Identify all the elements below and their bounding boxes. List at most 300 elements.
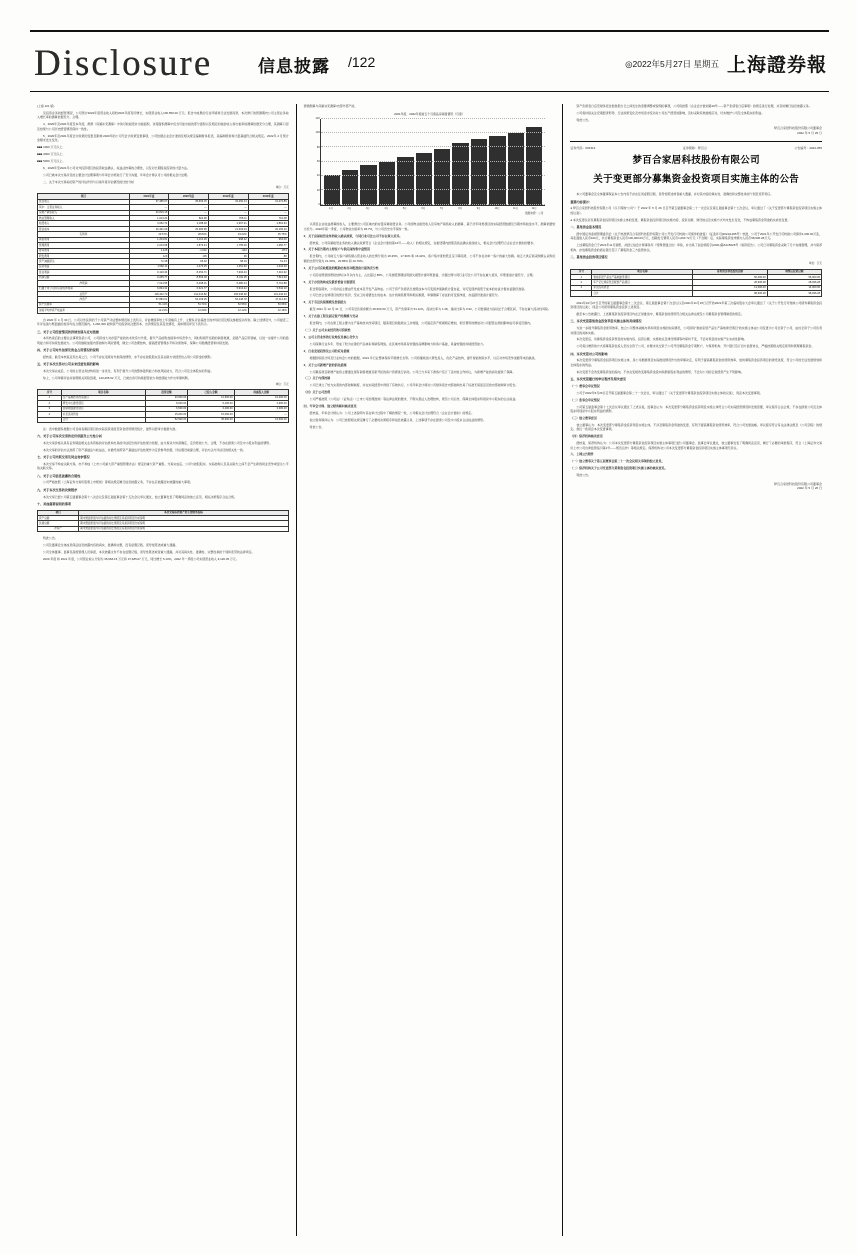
table-cell: 710.08 <box>248 216 288 221</box>
paragraph: 经核查，年审会计师认为：公司上述说明与其在审计过程中了解的情况一致，公司相关会计处理符合《企业会计准则》的规定。 <box>309 411 475 416</box>
financial-summary-table <box>37 193 289 313</box>
paragraph: 本次交易的评估方法选用了资产基础法与收益法，并最终选用资产基础法评估结果作为定价参考依据，评估假设前提合理，评估方法与评估目的相关性一致。 <box>43 447 246 452</box>
table-cell: — <box>169 210 208 215</box>
table-cell: 1,755.09 <box>208 243 248 248</box>
subsection-heading: （二）保荐机构关于公司变更部分募集资金投资项目实施主体的核查意见。 <box>570 466 668 471</box>
table-cell: 56,000.00 <box>693 275 767 280</box>
section-heading: 三、本次变更募集资金投资项目实施主体的具体情况 <box>570 319 642 324</box>
table-cell: 9,120.33 <box>129 270 168 275</box>
paragraph: 特此公告。 <box>576 117 592 122</box>
table-cell: 7,902.44 <box>208 270 248 275</box>
table-cell: 营业成本 <box>38 226 130 231</box>
continuation-marker: (上接 121 版) <box>37 104 55 108</box>
subsection-heading: 十、其他需要说明的事项 <box>37 501 72 506</box>
paragraph: 上述募集资金已于2021年11月到账，并经立信会计师事务所（特殊普通合伙）审验，并出具了信会师报字[2021]第ZA15628号《验资报告》。公司已对募集资金采取了专户存储管理，并与保荐机构、存放募集资金的商业银行签订了募集资金三方监管协议。 <box>570 243 823 252</box>
table-cell: -874 <box>248 248 288 253</box>
table-cell: 101,446.33 <box>248 291 288 296</box>
table-cell: 12.09% <box>169 308 208 313</box>
table-cell: 1,125 <box>129 248 168 253</box>
subsection-heading: 1、公司主营业务的行业地位及核心竞争力 <box>303 334 359 339</box>
table-cell: 16,600.00 <box>234 417 288 422</box>
table-cell: 954.06 <box>248 237 288 242</box>
table-cell: 7,410.32 <box>248 270 288 275</box>
table-cell: 8,000.00 <box>145 401 187 406</box>
chart-x-tick-label: 11月 <box>513 206 519 210</box>
table-cell: 28,936.28 <box>767 280 821 285</box>
subsection-heading: 7、关于在建工程及固定资产的规模与变动 <box>303 314 359 319</box>
column-2 <box>296 104 563 1236</box>
paragraph: 独立董事认为：本次变更部分募集资金投资项目实施主体，不涉及募集资金用途的变更，有利于提高募集资金使用效率，符合公司发展战略，审议程序符合有关法律法规及《公司章程》的规定。我们一致同意本次变更事项。 <box>570 422 823 432</box>
table-cell: 72.48 <box>129 259 168 264</box>
paragraph: 报告期内，公司在建工程主要为生产基地技术改造项目，随着项目的陆续完工并转固，公司固定资产规模相应增加，折旧费用的增加对公司经营业绩的影响在可承受范围内。 <box>309 321 533 326</box>
table-cell: 12.18% <box>248 308 288 313</box>
chart-x-tick-label: 2月 <box>347 206 352 210</box>
table-cell: 生产基地技术改造项目 <box>61 395 145 400</box>
paragraph: 以项目企业收益测算的收入，主要源自公司区域内的存量房屋租赁业务。公司的物业租赁收入及房地产销售收入的测算，基于历年同类项目的实际经营数据及当期市场租金水平，测算依据较为充分。2022年第一季度，公司物业出租率为 93.7%，与公司历史水平保持一致。 <box>303 222 556 231</box>
masthead-top-rule <box>30 30 829 32</box>
paragraph: 公司应收账款的账龄结构以1年以内为主，占比超过 85%，公司按照预期信用损失模型计提坏账准备，计提比例与同行业可比公司不存在重大差异，坏账准备计提充分、合理。 <box>309 272 536 277</box>
table-cell: 合计 <box>592 291 693 296</box>
table-cell: 3 <box>571 285 592 290</box>
signature-date: 2022 年 5 月 26 日 <box>797 486 823 491</box>
table-cell: 35.75% <box>248 232 288 237</box>
table-cell: 毛利率 <box>38 232 130 237</box>
paragraph: 公司第五届监事会第十七次会议审议通过了上述议案，监事会认为：本次变更部分募集资金投资项目实施主体符合公司实际经营情况和发展需要，审议程序合法合规，不存在损害公司及全体股东特别是中小股东利益的情形。 <box>570 404 823 414</box>
table-cell: — <box>208 210 248 215</box>
table-cell: 6,824.31 <box>129 286 168 291</box>
signature-date: 2022 年 5 月 26 日 <box>797 130 823 135</box>
chart-gridline <box>321 189 546 190</box>
subsection-heading: （二）关于公司未来经营的可持续性 <box>303 328 351 333</box>
paragraph: 公司严格按照《公司法》《证券法》《上市公司治理准则》等法律法规的要求，不断完善法人治理结构，规范公司运作，保障全体股东特别是中小股东的合法权益。 <box>309 397 519 402</box>
table-header-cell: 2018年度 <box>248 194 288 199</box>
paragraph: 综上，公司审慎评估并说明相关风险因素，120,405.62 万元，已就自身可持续经营能力和偿债能力作出审慎判断。 <box>43 375 191 380</box>
table-cell: 归属于母公司所有者的净利润 <box>38 286 130 291</box>
table-cell: 资产减值损失 <box>38 259 130 264</box>
paragraph: 公司将以增资的方式将募集资金投入至该全资子公司，并要求该全资子公司开设募集资金专项账户，与保荐机构、开户银行签订四方监管协议，严格按照相关规定使用和管理募集资金。 <box>576 344 815 349</box>
table-cell: 租赁收入 <box>38 221 130 226</box>
section-heading: 五、本次变更履行的审议程序及相关意见 <box>570 377 627 382</box>
table-cell: 1 <box>38 395 62 400</box>
paragraph: 2021年10月27日召开的第五届董事会第十二次会议、第五届监事会第十次会议以及2021年11月15日召开的2021年第三次临时股东大会审议通过了《关于公开发行可转换公司债券募集资金投资项目的议案》，同意公司使用募集资金投资上述项目。 <box>570 300 823 310</box>
table-header-cell: 项目 <box>38 510 79 515</box>
paragraph: 公司已结合在建项目的预计售价、至完工时将要发生的成本、估计的销售费用和相关税费，审慎测算了存货的可变现净值，存货跌价准备计提充分。 <box>309 293 501 298</box>
chart-x-tick-label: 7月 <box>439 206 444 210</box>
table-cell: 7,014.55 <box>129 281 168 286</box>
paragraph: 经中国证券监督管理委员会《关于核准梦百合家居科技股份有限公司公开发行可转换公司债券的批复》（证监许可[2021]1265号）核准，公司于2021年公开发行可转换公司债券1,000.00万张，每张面值人民币100元，共计募集资金人民币100,000.00万元，扣除发行费用人民币1,063.72万元（不含税）后，实际募集资金净额为人民币98,936.28万元。 <box>570 231 823 241</box>
paragraph: 注：表中数据系根据公司目前各募投项目的实际投资进度及资金使用情况统计，最终以经审计数据为准。 <box>43 426 179 431</box>
table-cell: 96 <box>208 254 248 259</box>
table-cell: 3,188.00 <box>169 221 208 226</box>
paragraph: 特此公告。 <box>309 424 325 429</box>
table-cell: 105 <box>169 254 208 259</box>
table-cell: 1,101.26 <box>169 237 208 242</box>
table-cell: 15,000.00 <box>188 412 234 417</box>
chart-bar <box>434 149 450 205</box>
chart-y-tick-label: 40 <box>316 174 320 178</box>
table-cell: 2 <box>571 280 592 285</box>
chart-gridline <box>321 175 546 176</box>
subsection-heading: 2、关于房屋租赁业务的收入确认政策，与同行业可比公司不存在重大差异。 <box>303 233 403 238</box>
subsection-heading: （三）关于内部控制 <box>303 376 331 381</box>
paragraph: 本次交易不构成关联交易，亦不构成《上市公司重大资产重组管理办法》规定的重大资产重组。交易完成后，公司与控股股东、实际控制人及其关联方之间不会产生新的同业竞争或显失公平的关联交易。 <box>37 462 289 471</box>
table-cell: 4 <box>38 412 62 417</box>
chart-bar <box>526 127 542 204</box>
table-cell: 88 <box>248 254 288 259</box>
table-cell: 12.21% <box>129 308 168 313</box>
column-3 <box>562 104 829 1236</box>
table-cell: 2,013.08 <box>129 243 168 248</box>
table-header-cell: 募集资金承诺投资总额 <box>693 269 767 274</box>
chart-gridline <box>321 118 546 119</box>
table-cell: 28.84% <box>169 232 208 237</box>
chart-y-tick-label: 20 <box>316 188 320 192</box>
bullet-item: ■■■ 1000 万元以上； <box>37 144 66 149</box>
subsection-heading: 七、关于公司关联交易及同业竞争情况 <box>37 455 90 460</box>
paragraph: 4、2020年及2021年度及本年度，源源《房屋补充测算》中的可收租赁并出租面积、该等面积测算中包含可能出租的部分面积以及相应的租金收入和出租率的测算依据充分合理，其测算口径及结果与公司历史经营情况保持一致性。 <box>37 122 289 131</box>
table-cell: 利润总额 <box>38 275 130 280</box>
table-cell: 98,936.28 <box>693 291 767 296</box>
table-cell: 1,650.77 <box>248 243 288 248</box>
table-cell: 5,701.88 <box>248 281 288 286</box>
table-cell: 营业利润 <box>38 270 130 275</box>
table-cell: 负债总额 <box>38 521 79 526</box>
signature-board: 梦百合家居科技股份有限公司董事会 <box>774 126 823 131</box>
section-page-number: /122 <box>348 54 376 70</box>
table-header-cell: 尚需投入金额 <box>234 390 288 395</box>
chart-y-tick-label: 100 <box>315 131 320 135</box>
table-cell: 6,500.00 <box>145 406 187 411</box>
subsection-heading: 三、关于公司经营情况的持续发展与应对措施 <box>37 329 99 334</box>
subsection-heading: 五、关于本次交易对公司未来经营发展的影响 <box>37 362 99 367</box>
paragraph: 6、2020年至2021年公司对外投资项目的投资收益确认、权益法核算的合理性，以及对长期股权投资的计量方法。 <box>43 165 190 170</box>
paragraph: 根据国家统计局及行业协会公布的数据，2021 年行业整体保持平稳增长态势。公司将继续加大研发投入，优化产品结构，提升智能制造水平，以应对市场竞争加剧带来的挑战。 <box>309 355 538 360</box>
paragraph: 报告期各期末，公司存货主要由开发成本及开发产品构成。公司于资产负债表日按照成本与可变现净值孰低计量存货，对可变现净值低于成本的存货计提存货跌价准备。 <box>309 286 528 291</box>
table-header-cell: 调整后投资总额 <box>767 269 821 274</box>
chart-x-tick-label: 4月 <box>384 206 389 210</box>
column-1 <box>30 104 296 1236</box>
subsection-heading: （四）保荐机构核查意见 <box>570 434 603 439</box>
table-unit-label: 单位：万元 <box>809 261 823 265</box>
table-cell: 营销网络建设项目 <box>61 406 145 411</box>
table-cell: 1,876.44 <box>169 243 208 248</box>
table-cell: 销售费用 <box>38 237 130 242</box>
announcement-company-name: 梦百合家居科技股份有限公司 <box>632 154 760 166</box>
paragraph: 截至 2021 年 12 月 31 日，公司有息负债余额为 48,500.00 万元，资产负债率为 51.11%，流动比率为 1.38，速动比率为 0.92，公司偿债能力指标处于合理区间，不存在重大流动性风险。 <box>309 307 552 312</box>
table-cell: 3 <box>38 406 62 411</box>
table-cell <box>38 417 62 422</box>
table-header-cell: 项目 <box>38 194 130 199</box>
subsection-heading: 3、关于公司新增产能的消化措施 <box>303 362 347 367</box>
chart-plot-area <box>315 116 546 206</box>
section-heading: 四、本次变更对公司的影响 <box>570 351 608 356</box>
table-cell: 106,338.90 <box>208 291 248 296</box>
paragraph: 本次交易已经公司第五届董事会第十八次会议及第五届监事会第十五次会议审议通过，独立董事发表了明确同意的独立意见，相关决策程序合法合规。 <box>43 494 237 499</box>
table-cell: 1,244.39 <box>248 264 288 269</box>
table-cell: 净资产 <box>38 297 130 302</box>
table-cell: 3,200.00 <box>188 406 234 411</box>
table-cell: 1 <box>571 275 592 280</box>
investment-project-table <box>37 389 289 423</box>
table-cell: 1,582.11 <box>129 264 168 269</box>
section-heading: 二、募集资金投资项目情况 <box>570 255 608 260</box>
table-cell: 35,666.15 <box>169 199 208 204</box>
table-cell: 1,351.60 <box>208 264 248 269</box>
table-cell: 66.32 <box>169 259 208 264</box>
table-cell: 6,080.44 <box>208 281 248 286</box>
section-heading: 一、募集资金基本情况 <box>570 225 602 230</box>
table-cell: 3,300.00 <box>234 406 288 411</box>
table-cell: 5,100.00 <box>188 401 234 406</box>
paragraph: 本所核查后的主要关注事项包括公司，公司拟加大对存量产能的技术改造与升级，提升产品的附加值和市场竞争力，同时积极开拓新的销售渠道，拓展产品应用领域，以进一步提升公司的盈利能力和可持续发展能力。公司将继续加强内部控制与风险管理，健全公司治理结构，提高经营管理水平和决策效率，保障公司稳健经营和持续发展。 <box>37 336 289 345</box>
table-cell: 51.71% <box>169 302 208 307</box>
table-cell: 7,512.09 <box>248 275 288 280</box>
bullet-item: ■■■ 3000 万元以上； <box>37 151 66 156</box>
security-name: 证券简称：梦百合 <box>682 146 707 151</box>
table-cell: 57,883.61 <box>129 297 168 302</box>
chart-y-tick-label: 0 <box>318 202 320 206</box>
table-cell: 31,272.86 <box>248 199 288 204</box>
table-header-cell: 序号 <box>571 269 592 274</box>
table-cell: — <box>129 205 168 210</box>
table-cell: 23,000.00 <box>145 395 187 400</box>
table-cell: 47,112.60 <box>248 297 288 302</box>
table-cell: 765.11 <box>208 216 248 221</box>
paragraph: 二、关于本次交易标的资产的评估作价与以前年度评估情况的比较分析 <box>43 179 135 184</box>
paragraph: 公司将持续关注宏观经济形势、行业政策变化及市场需求变动对公司生产经营的影响，及时采取有效措施应对，切实维护公司及全体股东的利益。 <box>576 110 765 115</box>
table-row <box>38 308 289 313</box>
subsection-heading: （三）独立董事意见 <box>570 415 597 420</box>
table-cell: 98,936.28 <box>767 291 821 296</box>
table-cell: 研发费用 <box>38 254 130 259</box>
table-cell: 56,000.00 <box>767 275 821 280</box>
paragraph: 公司已就本次交易涉及的主要会计处理事项与年审会计师进行了充分沟通，年审会计师认可公司的相关会计处理。 <box>43 172 190 177</box>
table-cell: 合计 <box>61 417 145 422</box>
table-cell: 52,500.00 <box>145 417 187 422</box>
chart-x-tick-label: 9月 <box>476 206 481 210</box>
paragraph: 本次交易价格以具有证券期货相关业务资格的评估机构出具的评估报告的评估结果为依据，由交易双方协商确定，定价原则公允、合理，不存在损害公司及中小股东利益的情形。 <box>43 441 273 446</box>
paragraph: 及投资业务的经营情况，公司预计2022年度营业收入将较2021年度有所增长，实现营业收入100,550.00 万元。报告中成果的行业环境和行业发展趋势，本次修订的预测期内公司主营业务收入增长率的测算依据充分、合理。 <box>37 110 289 120</box>
table-header-cell: 2020年度 <box>169 194 208 199</box>
disclosure-logo: Disclosure <box>34 43 213 84</box>
masthead <box>30 30 829 92</box>
table-cell: 房地产销售收入 <box>38 210 130 215</box>
table-cell: 资产总额 <box>38 516 79 521</box>
table-cell: 智能家居产品生产基地建设项目 <box>592 275 693 280</box>
table-cell: 54,109.25 <box>169 297 208 302</box>
table-cell: 14,000.00 <box>693 285 767 290</box>
chart-x-tick-label: 8月 <box>458 206 463 210</box>
subsection-heading: 六、上网公告附件 <box>570 452 594 457</box>
table-cell: 29.57% <box>129 232 168 237</box>
column-2-body <box>304 104 556 429</box>
chart-gridline <box>321 161 546 162</box>
paragraph: 经核查，公司房屋租赁业务的收入确认政策符合《企业会计准则第14号——收入》的相关规定，在租赁期内按照直线法确认租金收入，相关会计处理符合企业会计准则的要求。 <box>309 240 537 245</box>
signature-board: 梦百合家居科技股份有限公司董事会 <box>774 481 823 486</box>
table-cell: 加权平均净资产收益率 <box>38 308 130 313</box>
table-cell: -943 <box>208 248 248 253</box>
bullet-item: ■■■ 5000 万元以上。 <box>37 158 66 163</box>
paragraph: 为进一步提升募集资金使用效率，结合公司整体战略布局和项目实施的实际情况，公司拟将"智能家居产品生产基地建设项目"的实施主体由公司变更为公司全资子公司，由该全资子公司负责该项目的具体实施。 <box>570 326 823 335</box>
subsection-heading: 4、关于公司应收账款的账龄结构及坏账准备计提的充分性 <box>303 265 379 270</box>
monthly-sales-chart <box>304 112 556 216</box>
table-cell: 33.02% <box>208 232 248 237</box>
table-cell: 2,864.93 <box>248 221 288 226</box>
table-cell: 2,900.00 <box>234 401 288 406</box>
table-cell: 8,454.71 <box>169 270 208 275</box>
chart-bar <box>508 133 524 205</box>
paragraph: 公司深耕行业多年，形成了较为完善的产品体系和销售网络，在区域市场具有较强的品牌影响力和客户基础，具备较强的持续经营能力。 <box>309 341 486 346</box>
table-cell: 50,448.78 <box>208 297 248 302</box>
paragraph: 经核查，截至本核查意见出具之日，公司不存在违规对外担保的情形，亦不存在控股股东及其关联方非经营性占用公司资金的情形。 <box>43 354 214 359</box>
subsection-heading: （一）董事会审议情况 <box>570 383 600 388</box>
table-cell: 管理费用 <box>38 243 130 248</box>
table-row <box>38 417 289 422</box>
column-1-body <box>37 104 289 561</box>
paragraph: 5、2020年及2021年度会计政策的变更及影响 2020年的公司无会计政策变更事项，公司依据企业会计准则及相关规定编制财务报表，其编制原则和计量基础符合相关规定。2022年 4 月预计金额未发生变化。 <box>37 133 289 143</box>
subsection-heading: 5、关于存货的构成及跌价准备计提情况 <box>303 279 356 284</box>
subsection-heading: （一）独立董事关于第五届董事会第二十一次会议相关事项的独立意见； <box>570 459 665 464</box>
table-cell: 期末账面价值与评估值的对比情况及其差异原因分析说明 <box>79 521 288 526</box>
table-cell: 6,321.77 <box>169 286 208 291</box>
asset-comparison-table <box>37 510 289 533</box>
important-notice-heading: 重要内容提示： <box>570 199 592 204</box>
paragraph: 特此公告。 <box>576 473 592 478</box>
important-item: ● 本次变更仅涉及募集资金投资项目实施主体的变更，募集资金投资项目的实施内容、投资总额、建设地点及实施方式均未发生变化，不构成募集资金用途的实质性变更。 <box>570 217 791 222</box>
table-cell: 20,105.20 <box>248 226 288 231</box>
paragraph: 公司严格按照《上海证券交易所股票上市规则》等相关规定履行信息披露义务，不存在应披露而未披露的重大事项。 <box>43 480 193 485</box>
table-cell: 120 <box>129 254 168 259</box>
chart-source: 数据来源：公司 <box>525 212 544 216</box>
table-cell: 补充流动资金 <box>61 412 145 417</box>
table-cell: 净利润 <box>38 281 130 286</box>
table-cell: 21,603.04 <box>208 226 248 231</box>
chart-gridline <box>321 146 546 147</box>
paragraph: 公司于2022年5月26日召开第五届董事会第二十一次会议，审议通过了《关于变更部分募集资金投资项目实施主体的议案》，同意本次变更事项。 <box>576 390 763 395</box>
subsection-heading: 九、关于本次交易的决策程序 <box>37 487 78 492</box>
paragraph: 报告期内，公司前五大客户销售额占营业收入的比例分别为 18.25%、17.36% 和 16.42%，客户集中度较低且呈下降趋势，公司不存在对单一客户的重大依赖。前五大供应商采购额占采购总额的比例分别为 21.30%、20.85% 和 19.76%。 <box>303 254 556 263</box>
chart-y-tick-label: 60 <box>316 159 320 163</box>
announcement-codes <box>570 146 822 151</box>
table-header-cell: 投资金额 <box>145 390 187 395</box>
section-title-cn: 信息披露 <box>258 57 330 76</box>
table-cell: 26,401.06 <box>129 226 168 231</box>
chart-bar <box>452 143 468 205</box>
table-header-cell: 已投入金额 <box>188 390 234 395</box>
announcement-number: 公告编号：2022-055 <box>794 146 822 151</box>
security-code: 证券代码：603313 <box>570 146 596 151</box>
paragraph: 本次变更不会改变募集资金的投向，不存在变相改变募集资金投向和损害股东利益的情形，不会对公司的正常经营产生不利影响。 <box>576 369 744 374</box>
table-header-cell: 项目名称 <box>592 269 693 274</box>
table-cell: 2 <box>38 401 62 406</box>
subsection-heading: 6、关于有息负债规模及偿债能力 <box>303 300 347 305</box>
paragraph: 本次变更部分募集资金投资项目实施主体，是公司根据项目实际推进情况作出的审慎决定，有利于提高募集资金的使用效率，加快募集资金投资项目的建设进度，符合公司的长远发展规划和全体股东的利益。 <box>570 358 823 367</box>
chart-title: 2021年度、2022年度前五个月商品房销售情况（月度） <box>394 112 465 117</box>
table-cell: 1,013.20 <box>129 216 168 221</box>
chart-gridline <box>321 132 546 133</box>
table-cell: 8,011.25 <box>208 275 248 280</box>
table-cell: — <box>248 210 288 215</box>
table-header-cell: 本次交易标的资产的主要财务指标 <box>79 510 288 515</box>
chart-x-tick-label: 6月 <box>421 206 426 210</box>
column-3-body <box>570 104 822 491</box>
table-cell: 58.19 <box>208 259 248 264</box>
table-cell: 32,252.14 <box>208 199 248 204</box>
table-cell: 资产负债率 <box>38 302 130 307</box>
table-unit-label: 单位：万元 <box>275 382 289 386</box>
table-cell: 32,819.15 <box>129 210 168 215</box>
important-item: ● 梦百合家居科技股份有限公司（以下简称"公司"）于 2022 年 5 月 26 日召开第五届董事会第二十一次会议及第五届监事会第十七次会议，审议通过了《关于变更部分募集资金投资项目实施主体的议案》。 <box>570 206 823 215</box>
chart-bar <box>471 139 487 205</box>
table-cell: 补充流动资金 <box>592 285 693 290</box>
table-header-cell: 2019年度 <box>208 194 248 199</box>
announcement-tail-paragraphs <box>570 384 822 478</box>
table-cell: 118,402.73 <box>129 291 168 296</box>
table-cell: 35,900.00 <box>188 417 234 422</box>
table-cell: 物业管理收入 <box>38 216 130 221</box>
masthead-bottom-rule <box>30 91 829 92</box>
table-cell: 3,652.72 <box>129 221 168 226</box>
table-cell: 9,245.77 <box>129 275 168 280</box>
table-cell: — <box>234 412 288 417</box>
table-cell: 营业收入 <box>38 199 130 204</box>
chart-x-tick-label: 3月 <box>365 206 370 210</box>
paragraph: 公司已建立了较为完善的内部控制制度，并在实际经营中得到了有效执行。公司年审会计师对公司财务报告内部控制出具了标准无保留意见的内部控制审计报告。 <box>309 383 519 388</box>
table-row <box>571 291 822 296</box>
table-cell: — <box>169 205 208 210</box>
subsection-heading: 3、关于本报告期内主要客户与供应商的集中度情况 <box>303 247 370 252</box>
table-cell: 25,380.95 <box>169 226 208 231</box>
table-cell: 14,000.00 <box>767 285 821 290</box>
table-cell: — <box>208 205 248 210</box>
table-cell: 37,485.07 <box>129 199 168 204</box>
table-header-cell: 2021年度 <box>129 194 168 199</box>
announcement-disclaimer: 本公司董事会及全体董事保证本公告内容不存在任何虚假记载、误导性陈述或者重大遗漏，并对其内容的真实性、准确性和完整性承担个别及连带责任。 <box>576 192 774 197</box>
table-cell: 1,204.81 <box>129 237 168 242</box>
paragraph: 资产负债表日后至财务报告批准报出日之间发生的需要调整或说明的事项，公司将按照《企业会计准则第29号——资产负债表日后事项》的规定进行处理，并及时履行信息披露义务。 <box>576 104 812 108</box>
table-cell: 10,400.00 <box>234 395 288 400</box>
subsection-heading: 四、关于公司对外担保及资金占用情况的说明 <box>37 347 99 352</box>
chart-x-tick-label: 5月 <box>402 206 407 210</box>
paragraph: 2020 年度 和 2021 年度，公司营业收入分别为 35,666.15 万元和 37,485.07 万元，同比增长 5.10%，2022 年一季度公司实现营业收入 9,126.45 万元。 <box>43 557 239 562</box>
paragraph: 经核查，保荐机构认为：公司本次变更部分募集资金投资项目实施主体事项已经公司董事会、监事会审议通过，独立董事发表了明确同意意见，履行了必要的审批程序，符合《上海证券交易所上市公司自律监管指引第1号——规范运作》等相关规定。保荐机构对公司本次变更部分募集资金投资项目实施主体事项无异议。 <box>570 441 823 450</box>
fund-project-table <box>570 269 822 297</box>
table-cell: 期末账面价值与评估值的对比情况及其差异原因分析说明 <box>79 516 288 521</box>
chart-gridline <box>321 204 546 205</box>
table-cell: 53.56% <box>248 302 288 307</box>
paragraph: 特此公告。 <box>43 536 58 541</box>
chart-x-axis-labels <box>323 207 543 211</box>
subsection-heading: 六、关于公司本次交易的定价依据及公允性分析 <box>37 434 102 439</box>
table-cell: — <box>248 205 288 210</box>
table-cell: 8,566.18 <box>169 275 208 280</box>
paragraph: 自 2020 年 4 月 30 日，公司对外投资的子公司资产评估整体情况如上表所示，评估增值率较上年度略有上升，主要系评估基准日的市场状况及相关参数变动所致。除上述情况外，公司最近三年评估值与账面值的差异均在合理范围内。1,260,300 收购资产的投资时注册资本、出资情况及其变化情况，具体情况详见下表所示。 <box>37 317 289 327</box>
subsection-heading: 2、行业发展趋势及公司的应对措施 <box>303 348 350 353</box>
subsection-heading: （二）监事会审议情况 <box>570 397 600 402</box>
publication-date: ◎2022年5月27日 星期五 <box>625 59 719 69</box>
chart-bar <box>360 165 376 204</box>
paragraph: 本次变更后，该募集资金投资项目的实施内容、投资总额、实施地点及建设周期等均保持不变，不会对项目的实施产生实质性影响。 <box>576 337 747 342</box>
table-cell: 112,044.82 <box>169 291 208 296</box>
chart-bar <box>397 157 413 204</box>
table-cell: 28,936.28 <box>693 280 767 285</box>
chart-x-tick-label: 12月 <box>531 206 537 210</box>
subsection-heading: （四）关于公司治理 <box>303 390 331 395</box>
paragraph: 公司全体董事、监事及高级管理人员承诺，本次披露文件不存在虚假记载、误导性陈述或者重大遗漏，并对其真实性、准确性、完整性承担个别和连带的法律责任。 <box>43 550 255 555</box>
chart-y-tick-label: 80 <box>316 145 320 149</box>
paragraph: 本次交易完成后，公司的主营业务结构将进一步优化，有利于提升公司的整体盈利能力和抗风险能力，符合公司及全体股东的利益。 <box>43 368 214 373</box>
article-columns <box>30 104 829 1236</box>
